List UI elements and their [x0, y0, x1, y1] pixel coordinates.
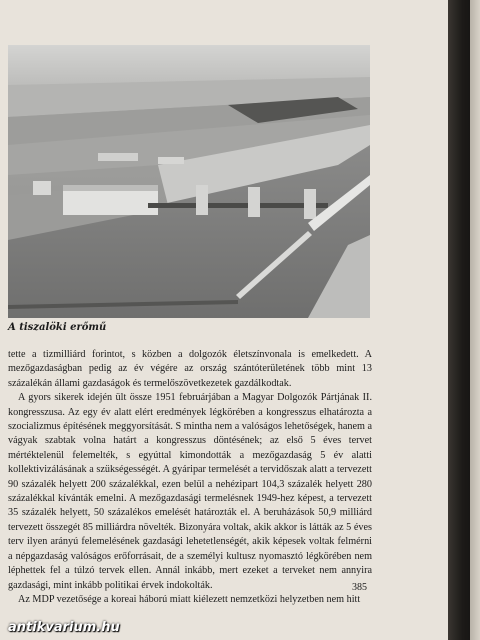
page-number: 385: [352, 582, 367, 593]
paragraph: Az MDP vezetősége a koreai háború miatt kiélezett nemzetközi helyzetben nem hitt: [18, 593, 361, 605]
dam-photo: [8, 45, 370, 318]
body-text: [8, 348, 372, 607]
paragraph: tette a tizmilliárd forintot, s közben a dolgozók életszínvonala is emelkedett. A mezőgazdaságban pedig az év végére az ország szántóterületének több mint 13 százalékán állami gazdaságok és termelőszövetkezetek gazdálkodtak.: [8, 349, 372, 389]
adjacent-page-edge: [470, 0, 480, 640]
paragraph: A gyors sikerek idején ült össze 1951 februárjában a Magyar Dolgozók Pártjának II. kongresszusa. Az egy év alatt elért eredmények légkörében a kongresszus elhatározta a szocializmus építésének meggyorsítását. S mintha nem a valóságos lehetőségek, hanem a vágyak szabtak volna határt a kongresszus döntésének; az első 5 éves tervet mértéktelenül felemelték, s egyúttal kimondották a mezőgazdaság 5 év alatti kollektivizálásának a szükségességét. A gyáripar termelését a tervidőszak alatt a tervezett 90 százalék helyett 200 százalékkal, ezen belül a nehézipart 104,3 százalék helyett 280 százalékkal kívánták emelni. A mezőgazdasági termelésnek 1949-hez képest, a tervezett 35 százalék helyett, 50 százalékos emelését határozták el. A beruházások 50,9 milliárd tervezett összegét 85 milliárdra növelték. Bizonyára voltak, akik akkor is látták az 5 éves terv ilyen arányú felemelésének gazdasági lehetetlenségét, akik képesek voltak felmérni a népgazdaság valóságos erőforrásait, de a személyi kultusz nyomasztó légkörében nem léphettek fel a túlzó tervek ellen. Annál inkább, mert ezeket a terveket nem annyira gazdasági, mint inkább politikai érvek indokolták.: [8, 392, 372, 591]
dam-photo-illustration: [8, 45, 370, 318]
watermark: antikvarium.hu: [8, 620, 120, 635]
photo-caption: A tiszalöki erőmű: [8, 322, 107, 333]
